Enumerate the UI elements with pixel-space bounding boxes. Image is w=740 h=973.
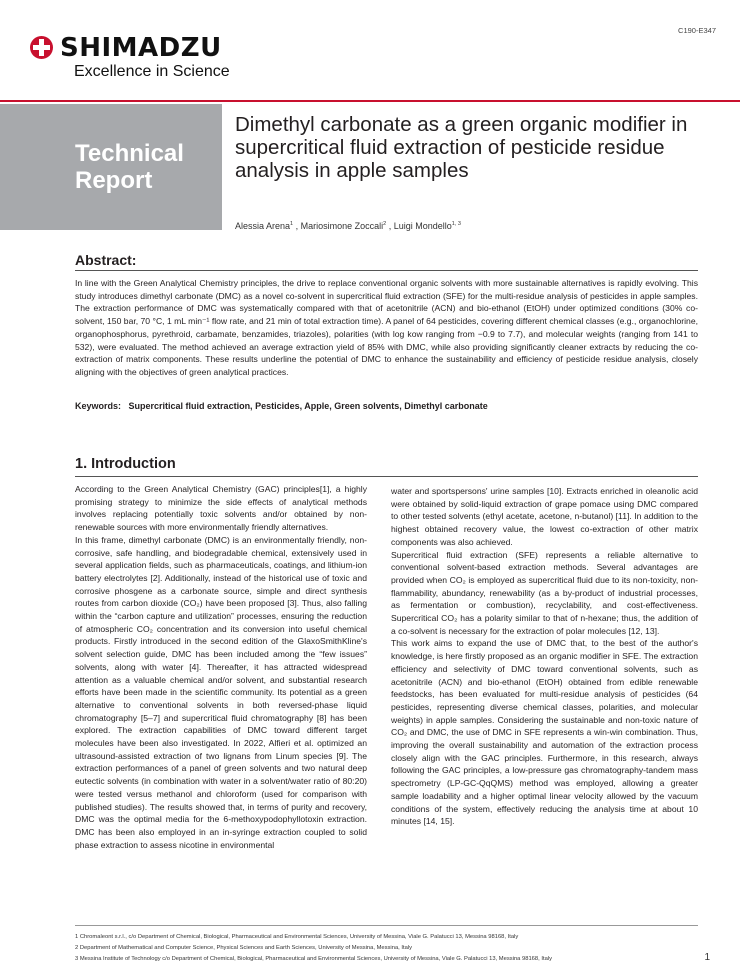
keywords-text: Supercritical fluid extraction, Pesticides, Apple, Green solvents, Dimethyl carbonate	[128, 401, 488, 411]
paragraph: Supercritical fluid extraction (SFE) represents a reliable alternative to conventional solvent-based extraction methods. Several advantages are provided when CO₂ is employed as supercritical fluid due to its non-toxicity, non-flammability, abundancy, renewability (as a by-product of industrial processes, as fermentation or combustion), recyclability, and cost-effectiveness. Supercritical CO₂ has a polarity similar to that of n-hexane; thus, the addition of a co-solvent is necessary for the extraction of polar molecules [12, 13].	[391, 549, 698, 636]
paragraph: This work aims to expand the use of DMC that, to the best of the author's knowledge, is here firstly proposed as an organic modifier in SFE. The extraction efficiency and selectivity of DMC toward conventional solvents, such as acetonitrile (ACN) and bio-ethanol (EtOH) obtained from edible renewable feedstocks, has been evaluated for multi-residue analysis of pesticides (64 pesticides, representing diverse chemical classes, polarities, and molecular weights) in apple samples. Considering the sustainable and non-toxic nature of CO₂ and DMC, the use of DMC in SFE represents a win-win combination. Thus, improving the overall sustainability and automation of the extraction process closely align with the GAC principles. Furthermore, in this research, always following the GAC principles, a low-pressure gas chromatography-tandem mass spectrometry (LP-GC-QqQMS) method was employed, allowing a greater sample loadability and a higher optimal linear velocity allowed by the vacuum conditions of the system, effectively reducing the analysis time at about 10 minutes [14, 15].	[391, 638, 698, 827]
keywords	[75, 401, 488, 411]
report-label-line1: Technical	[75, 140, 184, 167]
paragraph: According to the Green Analytical Chemistry (GAC) principles[1], a highly promising strategy to minimize the side effects of analytical methods involves replacing potentially toxic solvents and/or obtained by non-renewable sources with more environmentally friendly alternatives.	[75, 484, 367, 533]
footnote: 3 Messina Institute of Technology c/o Department of Chemical, Biological, Pharmaceutical and Environmental Sciences, University of Messina, Viale G. Palatucci 13, Messina 98168, Italy	[75, 956, 552, 962]
brand-name: SHIMADZU	[60, 33, 222, 63]
brand-tagline: Excellence in Science	[74, 63, 230, 80]
introduction-heading: 1. Introduction	[75, 456, 176, 472]
author-affiliation: 1, 3	[451, 221, 461, 227]
footnote-divider	[75, 925, 698, 926]
report-label-block	[0, 104, 222, 230]
author-affiliation: 1	[290, 221, 294, 227]
paragraph: In this frame, dimethyl carbonate (DMC) is an environmentally friendly, non-corrosive, safe handling, and biodegradable chemical, extensively used in several application fields, such as pharmaceuticals, coatings, and lithium-ion battery electrolytes [2]. Additionally, instead of the historical use of toxic and corrosive phosgene as a carbonate source, simple and direct synthesis routes from carbon dioxide (CO₂) have been proposed [3]. Thus, also falling within the “carbon capture and utilization” processes, ensuring the reduction of atmospheric CO₂ concentration and its conversion into useful chemical products. Firstly introduced in the second edition of the GlaxoSmithKline's solvent selection guide, DMC has been included among the “few issues” solvents, along with water [4]. Thereafter, it has attracted widespread attention as a valuable chemical and/or solvent, and substantial research efforts have been made in the scientific community. Its potential as a green alternative to conventional solvents in both reversed-phase liquid chromatography [5–7] and supercritical fluid chromatography [8] has been explored. The extraction capabilities of DMC toward different target molecules have been also investigated. In 2022, Alfieri et al. optimized an ultrasound-assisted extraction of two lignans from Linum species [9]. The extraction performances of a panel of green solvents and two natural deep eutectic solvents (in combination with water in a solvent/water ratio of 80:20) were tested versus methanol and chloroform (used for comparison with published studies). The results showed that, in terms of purity and recovery, DMC was the optimal media for the 6-methoxypodophyllotoxin extraction. DMC has been also employed in an in-syringe extraction coupled to solid phase extraction to assess nicotine in environmental	[75, 534, 367, 850]
page-number: 1	[704, 952, 710, 963]
header-divider	[0, 100, 740, 102]
footnotes	[75, 932, 552, 965]
introduction-left-column	[75, 483, 367, 851]
author-name: Luigi Mondello	[393, 221, 452, 231]
author-list: Alessia Arena$^1$ , Mariosimone Zoccali$^2$ , Luigi Mondello$^{1, 3}$	[235, 221, 461, 231]
paragraph: water and sportspersons' urine samples [10]. Extracts enriched in oleanolic acid were obtained by solid-liquid extraction of grape pomace using DMC compared to other tested solvents (ethyl acetate, acetone, n-butanol) [11]. In addition to the highest obtained recovery value, the lowest co-extraction of other matrix components was also achieved.	[391, 486, 698, 547]
author-name: Alessia Arena	[235, 221, 291, 231]
report-title: Dimethyl carbonate as a green organic modifier in supercritical fluid extraction of pesticide residue analysis in apple samples	[235, 113, 688, 182]
shimadzu-emblem-icon	[30, 36, 53, 59]
abstract-divider	[75, 270, 698, 271]
document-code: C190-E347	[678, 26, 716, 35]
footnote: 2 Department of Mathematical and Computer Science, Physical Sciences and Earth Sciences, University of Messina, Messina, Italy	[75, 945, 413, 951]
report-label-line2: Report	[75, 167, 153, 194]
keywords-label: Keywords:	[75, 401, 122, 411]
footnote: 1 Chromaleont s.r.l., c/o Department of Chemical, Biological, Pharmaceutical and Environmental Sciences, University of Messina, Viale G. Palatucci 13, Messina 98168, Italy	[75, 934, 519, 940]
report-label	[75, 140, 184, 194]
abstract-text: In line with the Green Analytical Chemistry principles, the drive to replace conventional organic solvents with more sustainable alternatives is rapidly evolving. This study introduces dimethyl carbonate (DMC) as a novel co-solvent in supercritical fluid extraction (SFE) for the multi-residue analysis of pesticides in apple samples. The extraction performance of DMC was systematically compared with that of acetonitrile (ACN) and bio-ethanol (EtOH) under optimized conditions (30% co-solvent, 150 bar, 70 °C, 1 mL min⁻¹ flow rate, and 21 min of total extraction time). A panel of 64 pesticides, covering different chemical classes (e.g., organochlorine, organophosphorus, pyrethroid, carbamate, benzamides, triazoles), polarities (with log kow ranging from −0.9 to 7.7), and molecular weights (ranging from 141 to 532), were evaluated. The method achieved an average extraction yield of 85% with DMC, while also providing significantly cleaner extracts by reducing the co-extraction of matrix components. These results underline the potential of DMC to enhance the sustainability and efficiency of pesticide residue analysis, closely aligning with the objectives of green analytical practices.	[75, 278, 698, 377]
author-affiliation: 2	[383, 221, 387, 227]
abstract-heading: Abstract:	[75, 252, 137, 268]
author-name: Mariosimone Zoccali	[300, 221, 384, 231]
introduction-right-column	[391, 485, 698, 828]
introduction-divider	[75, 476, 698, 477]
